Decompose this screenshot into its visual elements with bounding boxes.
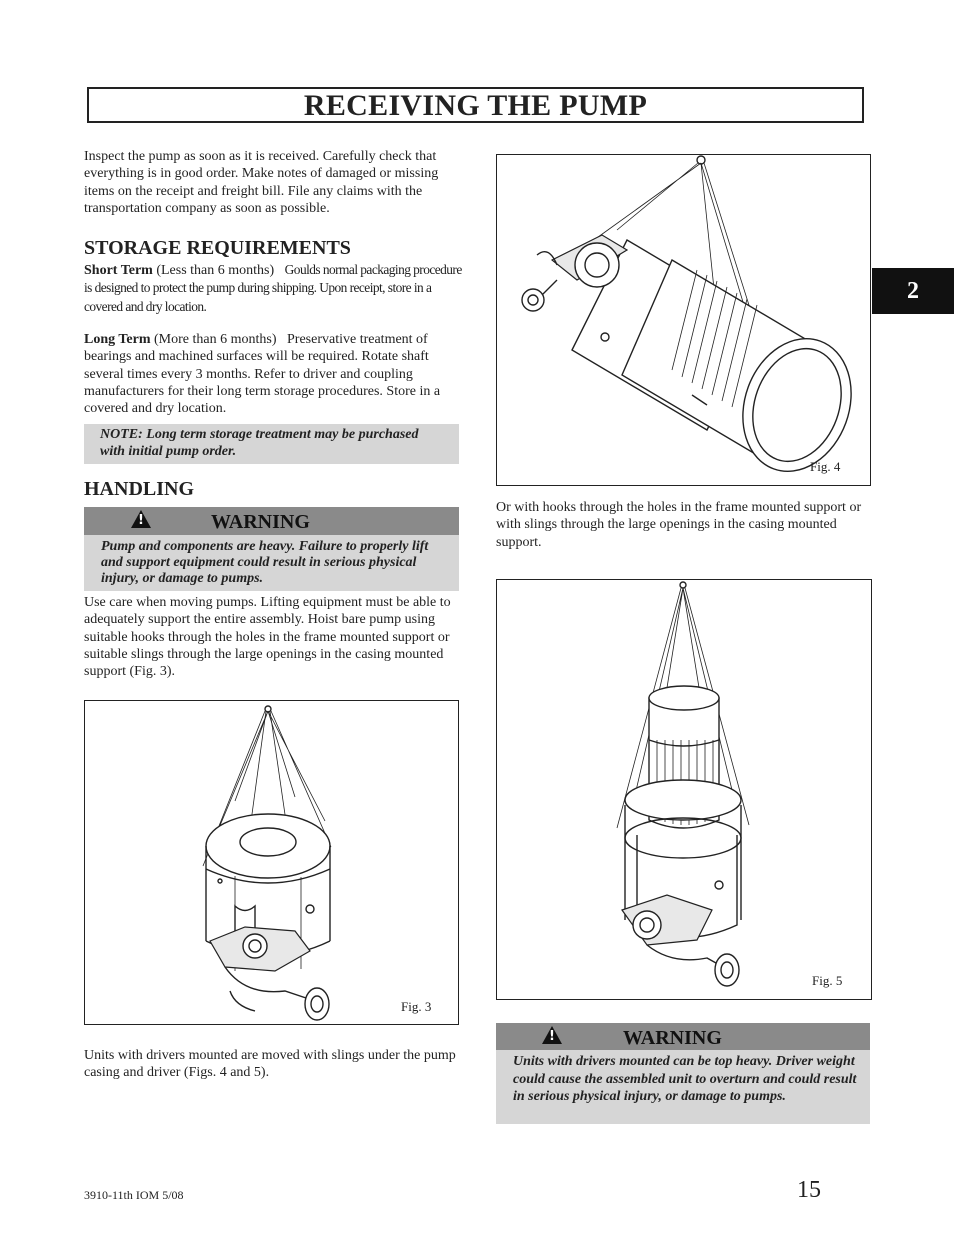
handling-paragraph: Use care when moving pumps. Lifting equipment must be able to adequately support the entire assembly. Hoist bare pump using suitable hooks through the holes in the frame mounted support or suitable slings through the large openings in the casing mounted support (Fig. 3). (84, 595, 451, 680)
short-term-duration: (Less than 6 months) (152, 263, 275, 278)
long-term-text: Preservative treatment of bearings and machined surfaces will be required. Rotate shaft several times every 3 months. Refer to driver and coupling manufacturers for their long term storage procedures. Store in a covered and dry location. (84, 332, 441, 417)
storage-heading: STORAGE REQUIREMENTS (84, 237, 351, 259)
long-term-label: Long Term (84, 332, 151, 347)
fig-4-caption: Fig. 4 (810, 459, 841, 474)
hooks-paragraph: Or with hooks through the holes in the frame mounted support or with slings through the large openings in the casing mounted support. (496, 500, 862, 550)
short-term-label: Short Term (84, 263, 153, 278)
warning-label: WARNING (211, 511, 310, 533)
page-title: RECEIVING THE PUMP (87, 87, 864, 123)
figure-5 (496, 579, 872, 1000)
warning-text-2: Units with drivers mounted can be top heavy. Driver weight could cause the assembled unit to overturn and could result in serious physical injury, or damage to pumps. (496, 1050, 870, 1124)
long-term-duration: (More than 6 months) (150, 332, 277, 347)
long-term-paragraph (84, 331, 460, 417)
document-code: 3910-11th IOM 5/08 (84, 1188, 184, 1202)
pump-motor-horizontal-illustration (497, 155, 870, 485)
drivers-paragraph: Units with drivers mounted are moved with slings under the pump casing and driver (Figs. 4 and 5). (84, 1048, 456, 1081)
storage-note: NOTE: Long term storage treatment may be purchased with initial pump order. (84, 424, 459, 464)
fig-5-caption: Fig. 5 (812, 973, 843, 988)
short-term-paragraph (84, 261, 462, 316)
warning-icon-mark: ! (138, 513, 144, 528)
intro-paragraph: Inspect the pump as soon as it is received. Carefully check that everything is in good order. Make notes of damaged or missing items on the receipt and freight bill. File any claims with the transportation company as soon as possible. (84, 149, 439, 216)
section-tab[interactable]: 2 (872, 268, 954, 314)
warning-banner-2 (496, 1023, 870, 1050)
handling-heading: HANDLING (84, 478, 195, 500)
warning-banner (84, 507, 459, 535)
warning-label-2: WARNING (623, 1027, 722, 1049)
short-term-text: Goulds normal packaging procedure is designed to protect the pump during shipping. Upon receipt, store in a covered and dry location. (84, 262, 462, 314)
fig-3-caption: Fig. 3 (401, 999, 432, 1014)
warning-text: Pump and components are heavy. Failure to properly lift and support equipment could result in serious physical injury, or damage to pumps. (84, 535, 459, 591)
warning-icon-mark: ! (549, 1029, 555, 1044)
page-number: 15 (797, 1177, 821, 1203)
figure-3 (84, 700, 459, 1025)
pump-hoisted-illustration (85, 701, 458, 1024)
figure-4 (496, 154, 871, 486)
pump-motor-vertical-illustration (497, 580, 871, 999)
